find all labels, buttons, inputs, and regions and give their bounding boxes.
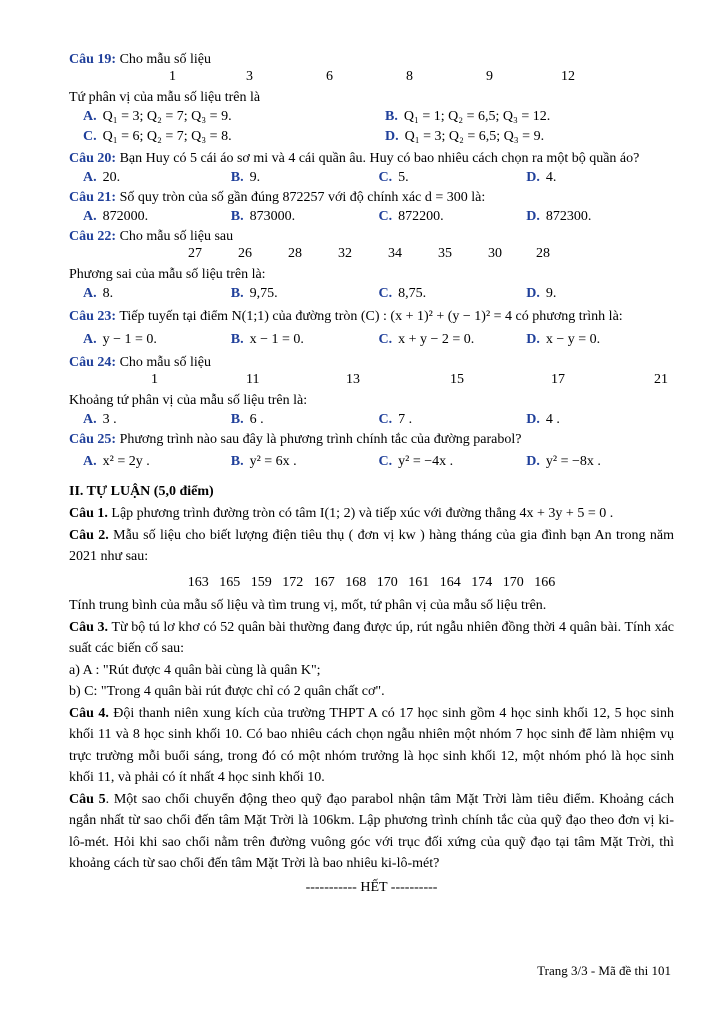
q19-data-row [69,69,674,88]
data-value: 3 [246,69,253,84]
data-value: 1 [151,372,158,387]
option-d[interactable]: D. Q₁ = 3; Q₂ = 6,5; Q₃ = 9. [385,129,545,144]
essay-question-1: Câu 1. Lập phương trình đường tròn có tâm I(1; 2) và tiếp xúc với đường thẳng 4x + 3y + 5 = 0 . [69,506,614,521]
data-value: 28 [288,246,302,261]
option-a[interactable]: A. Q₁ = 3; Q₂ = 7; Q₃ = 9. [83,109,232,124]
data-value: 6 [326,69,333,84]
data-value: 1 [169,69,176,84]
option-d[interactable]: D. 9. [526,286,557,301]
option-c[interactable]: C. 8,75. [378,286,427,301]
option-b[interactable]: B. 873000. [230,209,296,224]
option-a[interactable]: A. 20. [83,170,121,185]
data-value: 32 [338,246,352,261]
e3-part-b: b) C: "Trong 4 quân bài rút được chỉ có 2 quân chất cơ". [69,684,385,699]
q20-options [69,168,674,188]
data-value: 28 [536,246,550,261]
exam-page [69,50,674,898]
essay-question-2: Câu 2. Mẫu số liệu cho biết lượng điện tiêu thụ ( đơn vị kw ) hàng tháng của gia đình bạn An trong năm 2021 như sau: [69,527,674,564]
option-c[interactable]: C. x + y − 2 = 0. [378,332,475,347]
end-marker: ----------- HẾT ---------- [305,879,438,895]
q19-options-row1 [69,107,674,127]
option-c[interactable]: C. 5. [378,170,409,185]
e2-task: Tính trung bình của mẫu số liệu và tìm trung vị, mốt, tứ phân vị của mẫu số liệu trên. [69,598,547,613]
option-d[interactable]: D. 4. [526,170,557,185]
option-b[interactable]: B. 6 . [230,412,264,427]
option-b[interactable]: B. Q₁ = 1; Q₂ = 6,5; Q₃ = 12. [385,109,551,124]
essay-question-4: Câu 4. Đội thanh niên xung kích của trường THPT A có 17 học sinh gồm 4 học sinh khối 12, 5 học sinh khối 11 và 8 học sinh khối 10. Có bao nhiêu cách chọn ngẫu nhiên một nhóm 7 học sinh để làm nhiệm vụ trực trường mỗi buổi sáng, trong đó có một nhóm trưởng là học sinh khối 12, một nhóm phó là học sinh khối 11, và phải có ít nhất 4 học sinh khối 10. [69,705,675,785]
option-b[interactable]: B. x − 1 = 0. [230,332,304,347]
question-20: Câu 20: Bạn Huy có 5 cái áo sơ mi và 4 cái quần âu. Huy có bao nhiêu cách chọn ra một bộ quần áo? [69,151,640,166]
data-value: 8 [406,69,413,84]
question-24: Câu 24: Cho mẫu số liệu [69,355,211,370]
data-value: 12 [561,69,575,84]
option-c[interactable]: C. y² = −4x . [378,454,454,469]
option-c[interactable]: C. 7 . [378,412,413,427]
option-d[interactable]: D. 872300. [526,209,592,224]
q21-options [69,207,674,227]
e2-data-row: 163 165 159 172 167 168 170 161 164 174 170 166 [187,574,556,590]
e3-part-a: a) A : "Rút được 4 quân bài cùng là quân K"; [69,662,321,678]
question-25: Câu 25: Phương trình nào sau đây là phương trình chính tắc của đường parabol? [69,432,522,447]
option-c[interactable]: C. Q₁ = 6; Q₂ = 7; Q₃ = 8. [83,129,232,144]
q19-options-row2 [69,127,674,147]
q22-prompt: Phương sai của mẫu số liệu trên là: [69,267,266,282]
data-value: 11 [246,372,260,387]
option-d[interactable]: D. x − y = 0. [526,332,601,347]
q22-options [69,284,674,304]
data-value: 9 [486,69,493,84]
data-value: 21 [654,372,668,387]
page-footer: Trang 3/3 - Mã đề thi 101 [537,963,671,978]
q22-data-row [69,246,674,265]
q19-prompt: Tứ phân vị của mẫu số liệu trên là [69,90,261,105]
question-21: Câu 21: Số quy tròn của số gần đúng 872257 với độ chính xác d = 300 là: [69,190,486,205]
data-value: 34 [388,246,402,261]
question-23: Câu 23: Tiếp tuyến tại điểm N(1;1) của đường tròn (C) : (x + 1)² + (y − 1)² = 4 có phương trình là: [69,309,623,324]
data-value: 35 [438,246,452,261]
q24-data-row [69,372,674,391]
option-b[interactable]: B. 9. [230,170,261,185]
option-a[interactable]: A. 3 . [83,412,117,427]
option-a[interactable]: A. y − 1 = 0. [83,332,157,347]
data-value: 17 [551,372,565,387]
essay-question-3: Câu 3. Từ bộ tú lơ khơ có 52 quân bài thường đang được úp, rút ngẫu nhiên đồng thời 4 quân bài. Tính xác suất các biến cố sau: [69,619,675,656]
data-value: 30 [488,246,502,261]
q24-options [69,410,674,430]
option-a[interactable]: A. x² = 2y . [83,454,150,469]
data-value: 13 [346,372,360,387]
data-value: 15 [450,372,464,387]
option-a[interactable]: A. 872000. [83,209,149,224]
option-b[interactable]: B. 9,75. [230,286,278,301]
option-b[interactable]: B. y² = 6x . [230,454,297,469]
data-value: 27 [188,246,202,261]
option-d[interactable]: D. 4 . [526,412,560,427]
data-value: 26 [238,246,252,261]
question-19: Câu 19: Cho mẫu số liệu [69,52,211,67]
section-heading: II. TỰ LUẬN (5,0 điểm) [69,484,214,499]
q23-options [69,330,674,350]
q25-options [69,452,674,472]
q24-prompt: Khoảng tứ phân vị của mẫu số liệu trên là: [69,393,308,408]
essay-question-5: Câu 5. Một sao chổi chuyển động theo quỹ đạo parabol nhận tâm Mặt Trời làm tiêu điểm. Khoảng cách ngắn nhất từ sao chổi đến tâm Mặt Trời là 106km. Lập phương trình chính tắc của quỹ đạo theo đơn vị ki-lô-mét. Hỏi khi sao chổi nằm trên đường vuông góc với trục đối xứng của quỹ đạo tại tâm Mặt Trời, thì khoảng cách từ sao chổi đến tâm Mặt Trời là bao nhiêu ki-lô-mét? [69,791,674,871]
option-a[interactable]: A. 8. [83,286,114,301]
option-c[interactable]: C. 872200. [378,209,444,224]
option-d[interactable]: D. y² = −8x . [526,454,601,469]
question-22: Câu 22: Cho mẫu số liệu sau [69,229,234,244]
